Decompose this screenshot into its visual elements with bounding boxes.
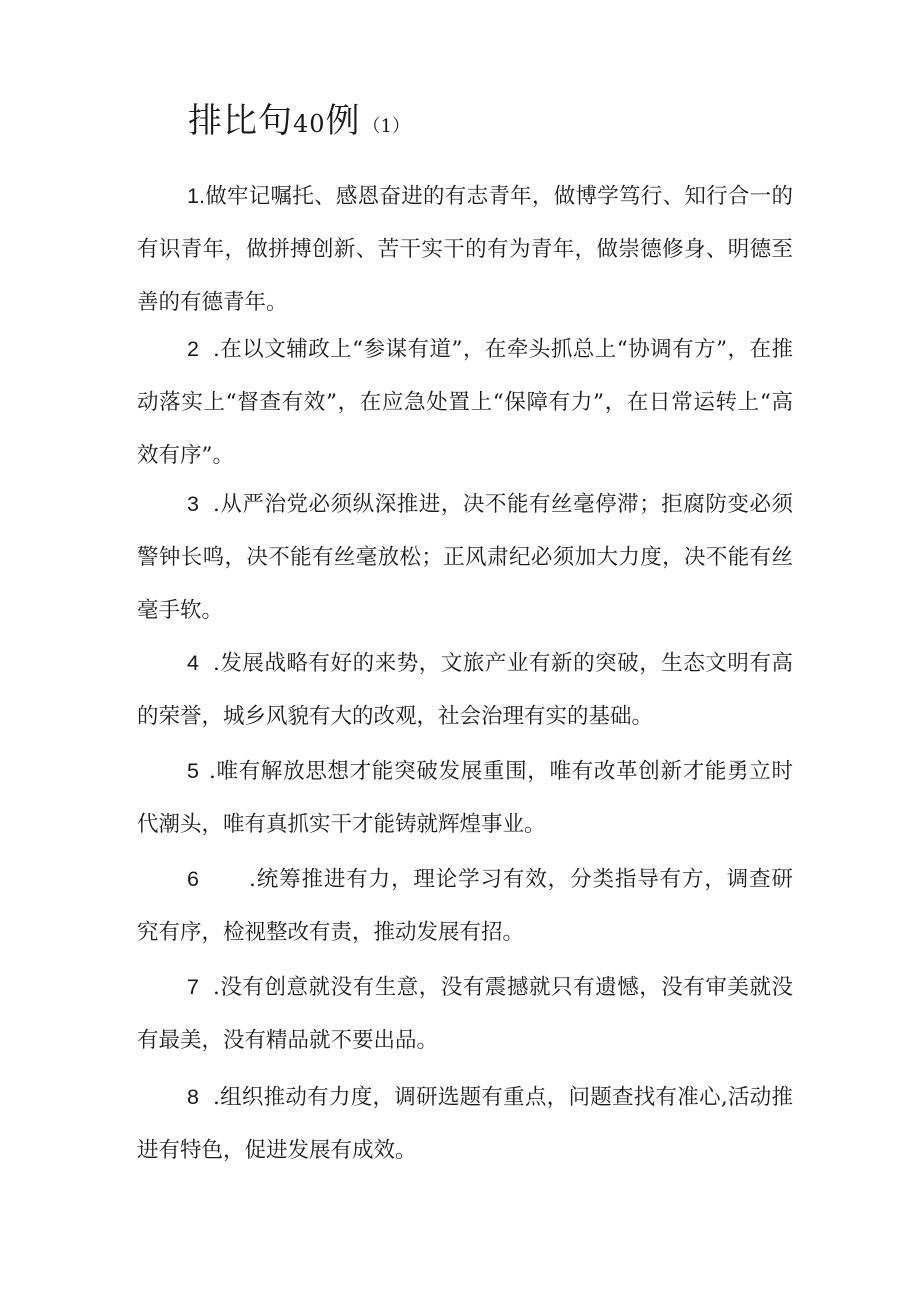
item-number: 3 (187, 492, 199, 516)
item-text: .从严治党必须纵深推进，决不能有丝毫停滞；拒腐防变必须警钟长鸣，决不能有丝毫放松；正风肃纪必须加大力度，决不能有丝毫手软。 (137, 492, 793, 623)
title-count: 40 (293, 110, 326, 138)
item-number: 1. (187, 184, 205, 208)
item-text: .在以文辅政上“参谋有道”，在牵头抓总上“协调有方”，在推动落实上“督查有效”，在应急处置上“保障有力”，在日常运转上“高效有序”。 (137, 337, 793, 468)
list-item-3 (137, 478, 793, 637)
title-main: 排比句 (188, 101, 293, 141)
item-text: 做牢记嘱托、感恩奋进的有志青年，做博学笃行、知行合一的有识青年，做拼搏创新、苦干实干的有为青年，做崇德修身、明德至善的有德青年。 (137, 184, 793, 315)
page-title (188, 101, 410, 141)
item-number: 8 (187, 1085, 199, 1109)
list-item-6 (137, 853, 793, 959)
item-text: .唯有解放思想才能突破发展重围，唯有改革创新才能勇立时代潮头，唯有真抓实干才能铸就辉煌事业。 (137, 759, 793, 837)
item-number: 2 (187, 337, 199, 361)
item-number: 5 (187, 759, 199, 783)
list-item-2 (137, 323, 793, 482)
title-subtitle: （1） (362, 116, 410, 137)
item-text: .发展战略有好的来势，文旅产业有新的突破，生态文明有高的荣誉，城乡风貌有大的改观，社会治理有实的基础。 (137, 651, 793, 729)
item-number: 7 (187, 975, 199, 999)
title-after: 例 (325, 101, 361, 141)
item-number: 4 (187, 651, 199, 675)
item-text: .组织推动有力度，调研选题有重点，问题查找有准心,活动推进有特色，促进发展有成效。 (137, 1085, 793, 1163)
list-item-8 (137, 1071, 793, 1177)
item-number: 6 (187, 867, 199, 891)
list-item-7 (137, 961, 793, 1067)
list-item-5 (137, 745, 793, 851)
list-item-4 (137, 637, 793, 743)
list-item-1 (137, 170, 793, 329)
item-text: .没有创意就没有生意，没有震撼就只有遗憾，没有审美就没有最美，没有精品就不要出品。 (137, 975, 793, 1053)
item-text: .统筹推进有力，理论学习有效，分类指导有方，调查研究有序，检视整改有责，推动发展有招。 (137, 867, 793, 945)
